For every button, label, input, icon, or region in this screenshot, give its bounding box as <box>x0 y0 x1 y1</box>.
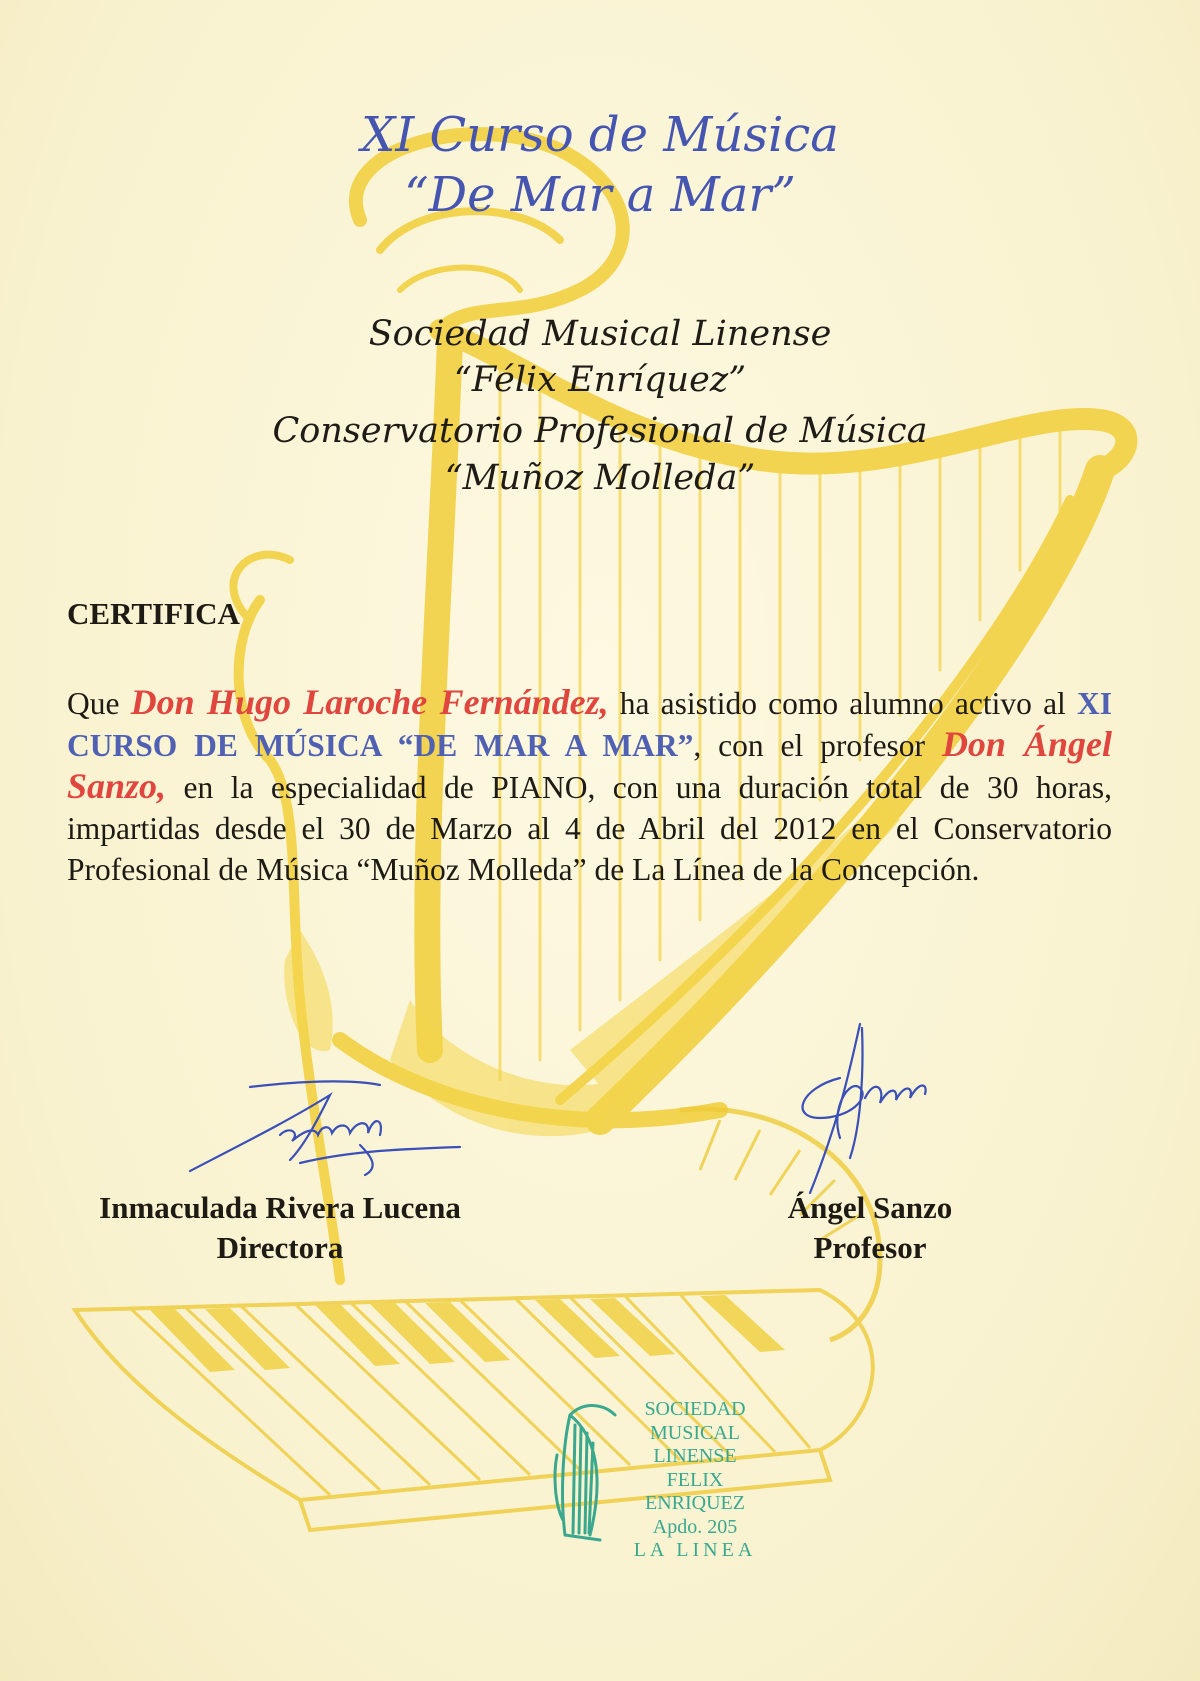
professor-signature <box>780 1018 930 1198</box>
director-block <box>50 1188 510 1268</box>
body-text-segment: Que <box>67 686 131 721</box>
organization-epithet: “Félix Enríquez” <box>453 360 747 400</box>
conservatory-name: Conservatorio Profesional de Música <box>272 411 928 451</box>
teacher-name: Don Ángel Sanzo, <box>67 724 1112 806</box>
stamp-line: Apdo. 205 <box>652 1515 738 1538</box>
professor-role: Profesor <box>813 1230 927 1265</box>
organization-name: Sociedad Musical Linense <box>368 314 832 354</box>
body-text-segment: , con el profesor <box>693 728 942 763</box>
certifica-heading: CERTIFICA <box>67 596 240 631</box>
stamp-line: FELIX ENRIQUEZ <box>645 1468 745 1514</box>
certificate-body <box>67 682 1112 890</box>
body-text-segment: en la especialidad de PIANO, con una duración total de 30 horas, impartidas desde el 30 de Marzo al 4 de Abril del 2012 en el Conservatorio Profesional de Música “Muñoz Molleda” de La Línea de la Concepción. <box>67 770 1112 887</box>
body-text-segment: ha asistido como alumno activo al <box>608 686 1077 721</box>
professor-block <box>760 1188 980 1268</box>
director-signature <box>180 1075 470 1185</box>
certificate-subtitle: “De Mar a Mar” <box>404 167 796 223</box>
stamp-text <box>615 1398 775 1563</box>
stamp-line: SOCIEDAD <box>644 1398 746 1420</box>
director-role: Directora <box>216 1230 344 1265</box>
stamp-line: LINENSE <box>653 1445 737 1467</box>
student-name: Don Hugo Laroche Fernández, <box>130 682 609 722</box>
professor-name: Ángel Sanzo <box>787 1190 953 1225</box>
conservatory-epithet: “Muñoz Molleda” <box>444 458 756 498</box>
stamp-line: LA LINEA <box>633 1539 757 1561</box>
director-name: Inmaculada Rivera Lucena <box>99 1190 461 1225</box>
course-name: XI CURSO DE MÚSICA “DE MAR A MAR” <box>67 686 1112 763</box>
stamp-line: MUSICAL <box>649 1421 740 1444</box>
certificate-title: XI Curso de Música <box>361 107 839 163</box>
